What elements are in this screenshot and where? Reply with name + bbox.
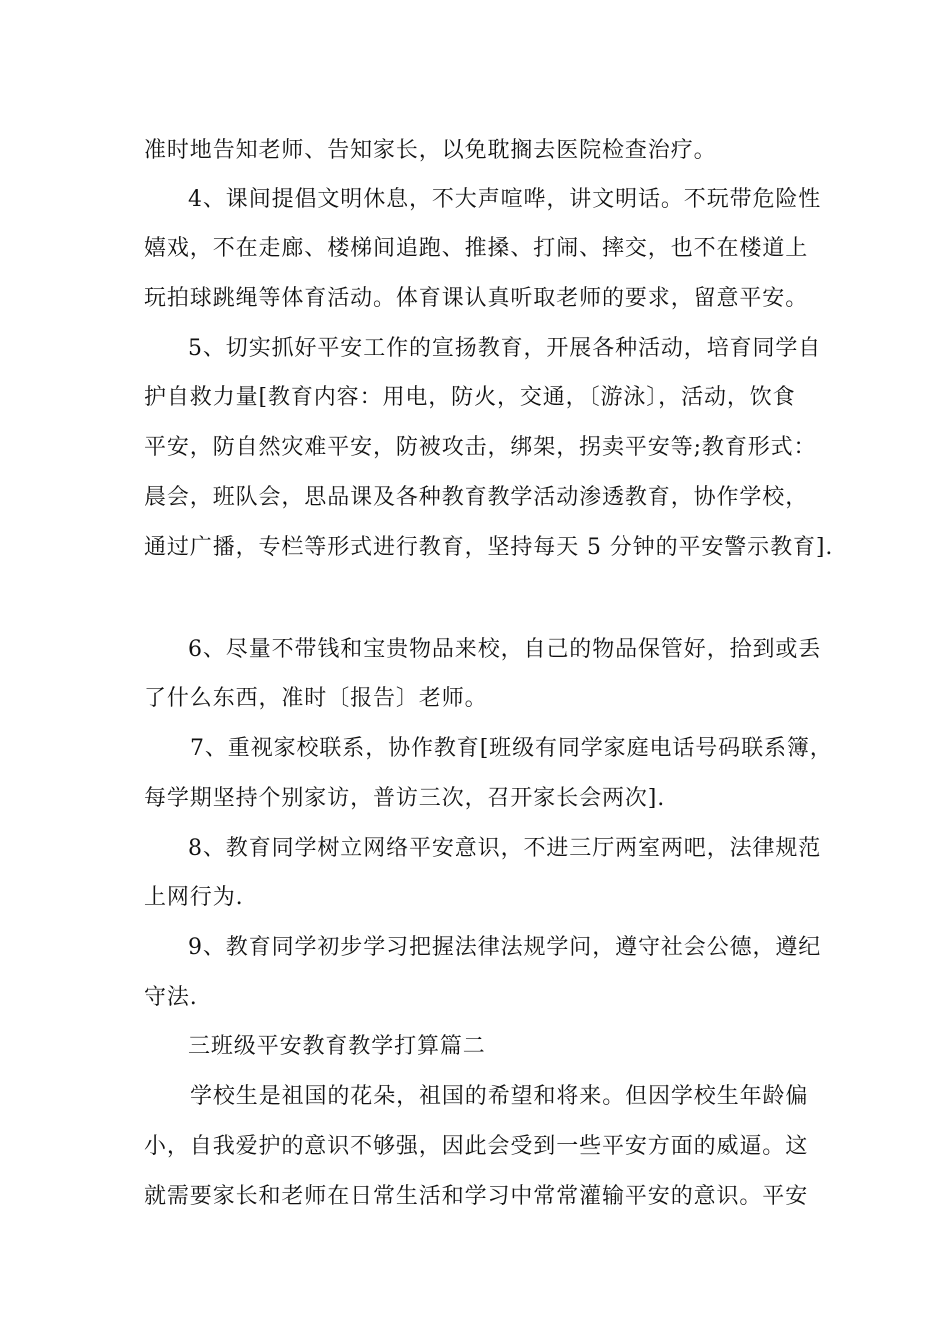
- text-line: 嬉戏，不在走廊、楼梯间追跑、推搡、打闹、摔交，也不在楼道上: [144, 236, 809, 261]
- section-heading: 三班级平安教育教学打算篇二: [188, 1034, 486, 1059]
- text-line: 小，自我爱护的意识不够强，因此会受到一些平安方面的威逼。这: [144, 1134, 809, 1159]
- text-line: 学校生是祖国的花朵，祖国的希望和将来。但因学校生年龄偏: [190, 1084, 809, 1109]
- text-line: 平安，防自然灾难平安，防被攻击，绑架，拐卖平安等;教育形式：: [144, 435, 817, 460]
- text-line: 4、课间提倡文明休息，不大声喧哗，讲文明话。不玩带危险性: [188, 187, 822, 212]
- text-line: 7、重视家校联系，协作教育[班级有同学家庭电话号码联系簿，: [190, 736, 833, 761]
- text-line: 就需要家长和老师在日常生活和学习中常常灌输平安的意识。平安: [144, 1184, 809, 1209]
- text-line: 守法.: [144, 985, 198, 1010]
- text-line: 通过广播，专栏等形式进行教育，坚持每天 5 分钟的平安警示教育].: [144, 535, 834, 560]
- text-line: 上网行为.: [144, 885, 244, 910]
- text-line: 护自救力量[教育内容：用电，防火，交通，〔游泳〕，活动，饮食: [144, 385, 796, 410]
- text-line: 了什么东西，准时〔报告〕老师。: [144, 686, 488, 711]
- text-line: 9、教育同学初步学习把握法律法规学问，遵守社会公德，遵纪: [188, 935, 822, 960]
- text-line: 每学期坚持个别家访，普访三次，召开家长会两次].: [144, 786, 666, 811]
- text-line: 5、切实抓好平安工作的宣扬教育，开展各种活动，培育同学自: [188, 336, 822, 361]
- text-line: 玩拍球跳绳等体育活动。体育课认真听取老师的要求，留意平安。: [144, 286, 809, 311]
- text-line: 8、教育同学树立网络平安意识，不进三厅两室两吧，法律规范: [188, 836, 822, 861]
- text-line: 6、尽量不带钱和宝贵物品来校，自己的物品保管好，拾到或丢: [188, 637, 822, 662]
- text-line: 准时地告知老师、告知家长，以免耽搁去医院检查治疗。: [144, 138, 717, 163]
- text-line: 晨会，班队会，思品课及各种教育教学活动渗透教育，协作学校，: [144, 485, 809, 510]
